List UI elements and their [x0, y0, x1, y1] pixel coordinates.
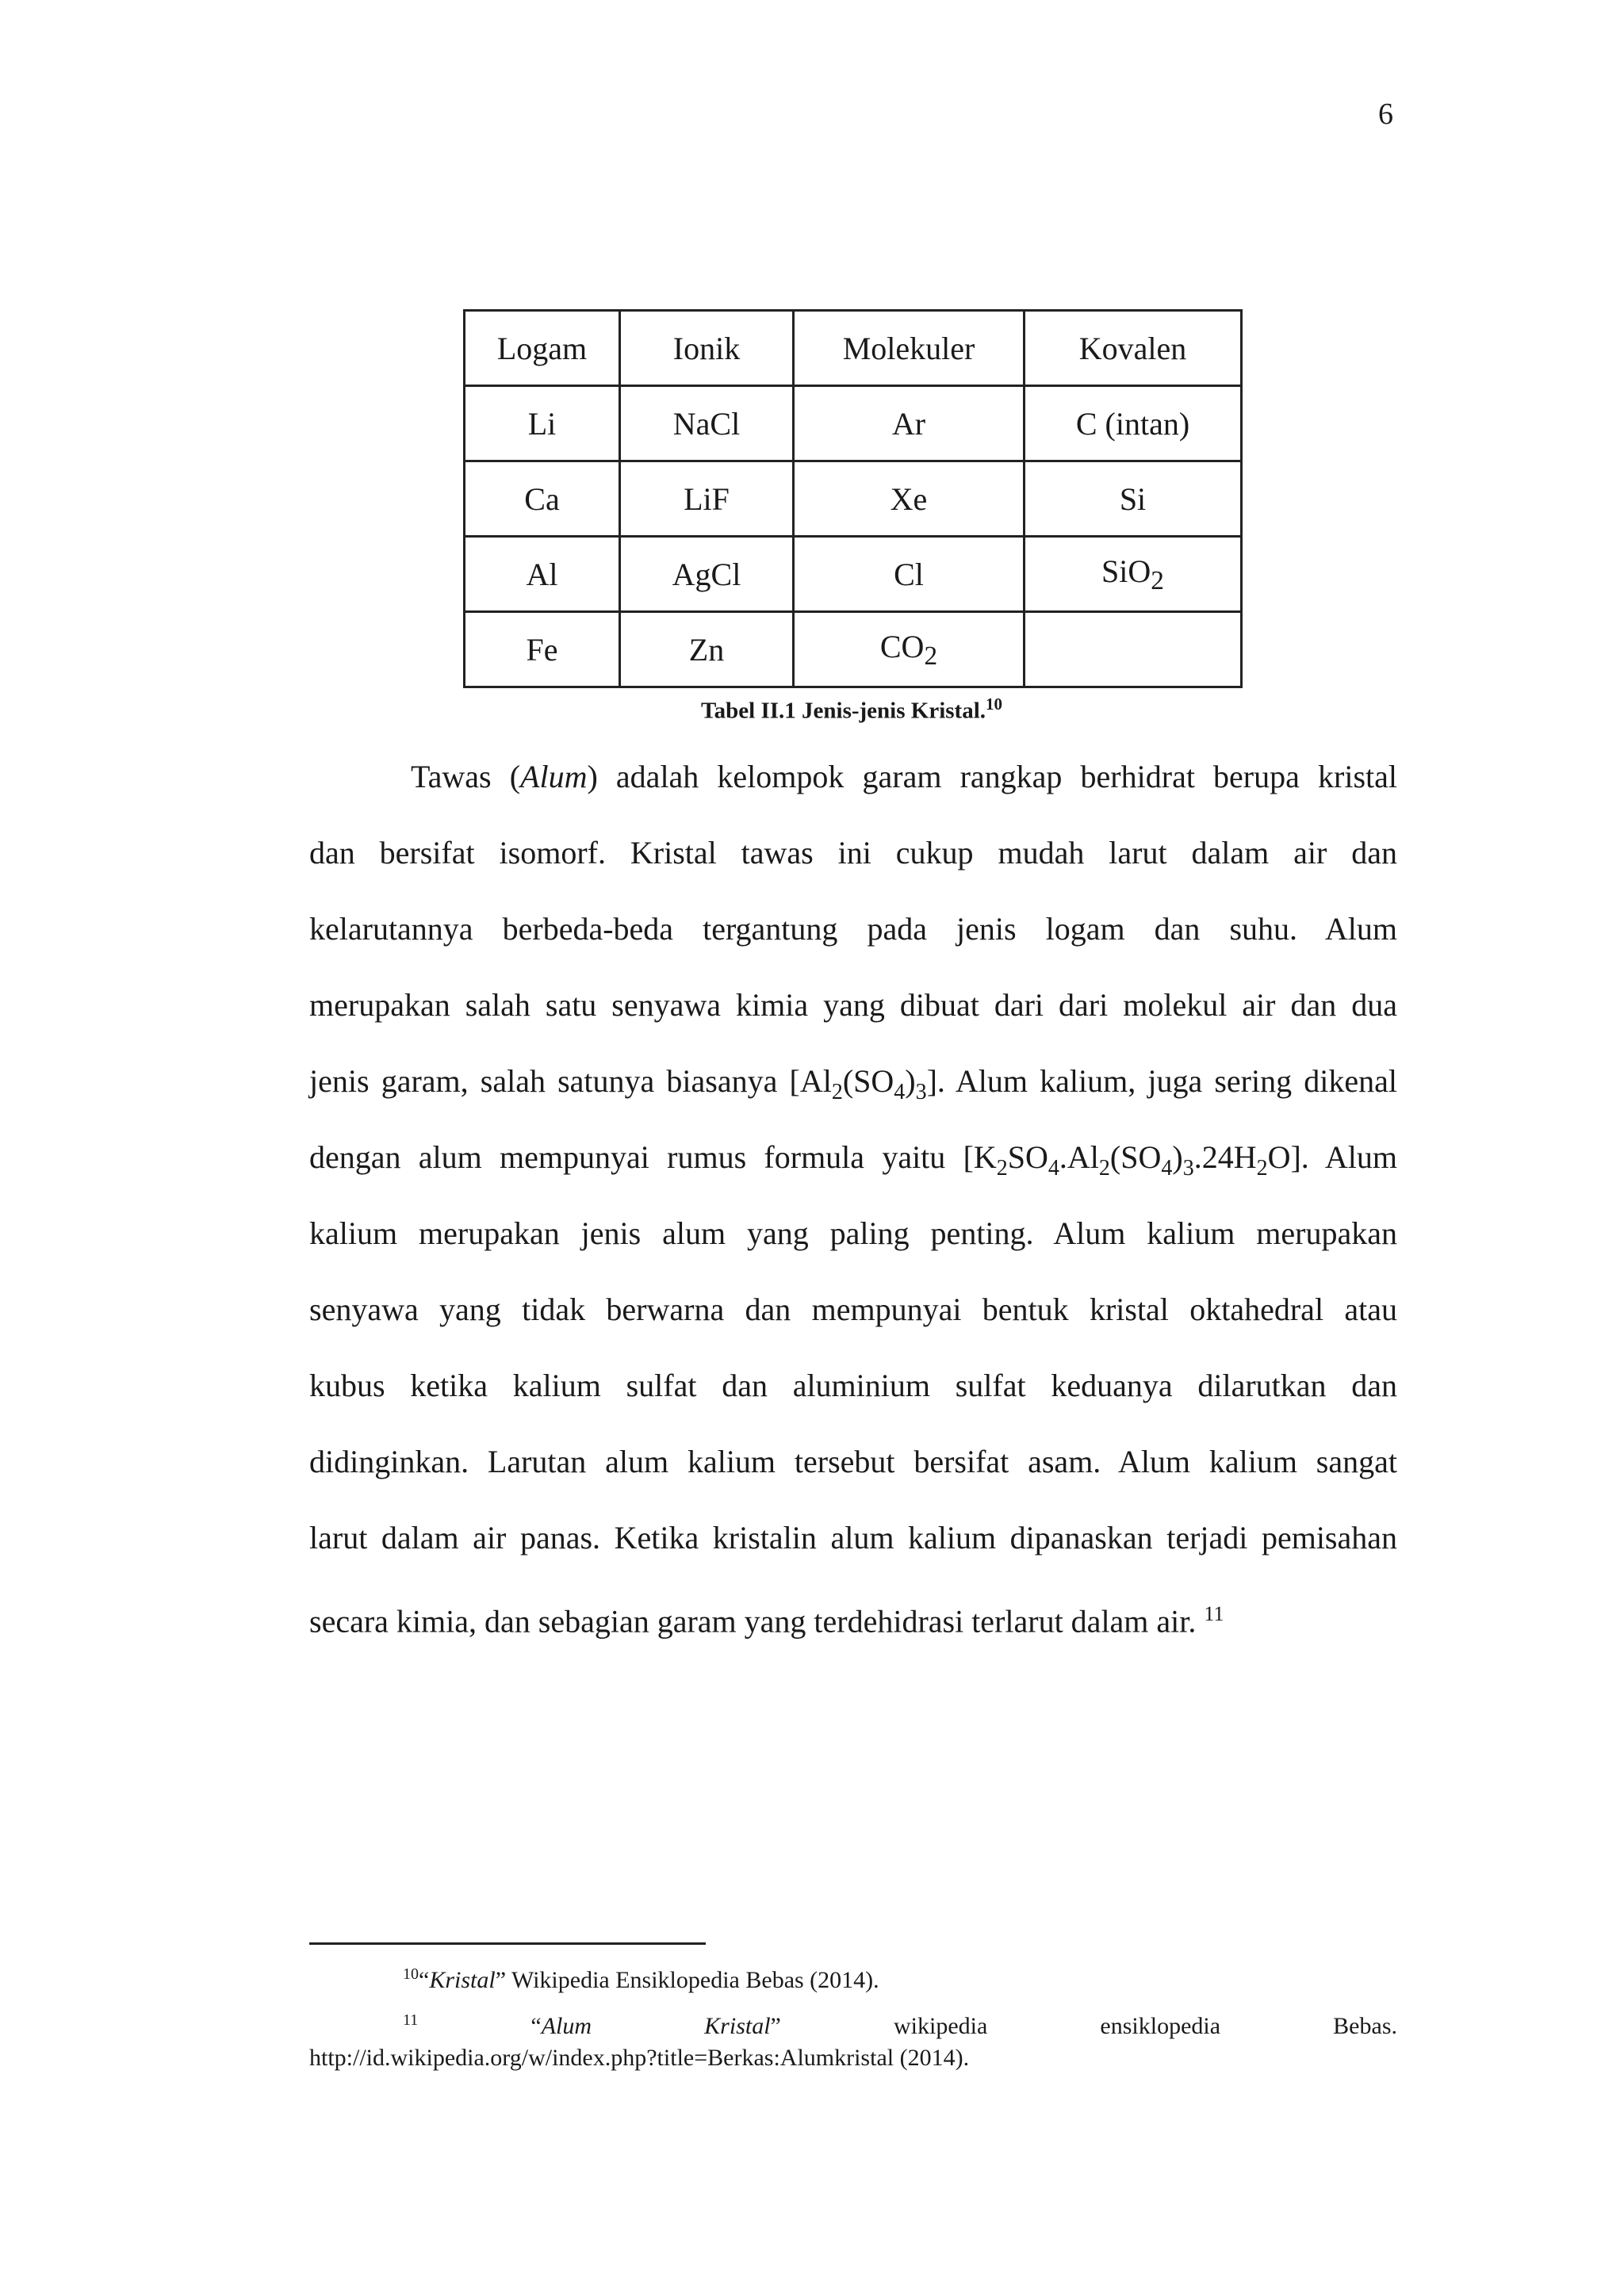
table-cell: LiF	[620, 461, 794, 537]
table-cell	[1025, 612, 1242, 687]
text-run: ]. Alum kalium, juga sering dikenal	[926, 1063, 1397, 1099]
table-cell	[1025, 537, 1242, 612]
text-run: )	[1172, 1139, 1183, 1175]
paragraph-line: kalium merupakan jenis alum yang paling penting. Alum kalium merupakan	[309, 1215, 1397, 1251]
text-run: .24H	[1193, 1139, 1257, 1175]
table-cell: NaCl	[620, 386, 794, 461]
subscript: 2	[1098, 1156, 1110, 1181]
table-cell: Ar	[794, 386, 1025, 461]
paragraph-line: larut dalam air panas. Ketika kristalin alum kalium dipanaskan terjadi pemisahan	[309, 1520, 1397, 1556]
footnote-11	[309, 2004, 1397, 2042]
table-cell: Zn	[620, 612, 794, 687]
table-cell: C (intan)	[1025, 386, 1242, 461]
paragraph-line: didinginkan. Larutan alum kalium tersebut bersifat asam. Alum kalium sangat	[309, 1444, 1397, 1479]
footnote-ref: 11	[1204, 1602, 1224, 1625]
table-row	[465, 612, 1242, 687]
text-run: (SO	[1109, 1139, 1162, 1175]
text-run: .Al	[1059, 1139, 1099, 1175]
footnote-url: http://id.wikipedia.org/w/index.php?title=Berkas:Alumkristal (2014).	[309, 2045, 970, 2071]
italic-text: Alum	[520, 759, 588, 794]
text-run: )	[905, 1063, 916, 1099]
table-cell: Li	[465, 386, 620, 461]
subscript: 2	[831, 1080, 843, 1104]
table-header-cell: Kovalen	[1025, 311, 1242, 386]
text-run: jenis garam, salah satunya biasanya [Al	[309, 1063, 832, 1099]
text-run: “	[419, 1967, 430, 1993]
table-cell: Ca	[465, 461, 620, 537]
footnote-line	[309, 2004, 1397, 2042]
text-run: ” wikipedia ensiklopedia Bebas.	[770, 2013, 1397, 2039]
table-caption	[463, 695, 1240, 725]
table-row	[465, 386, 1242, 461]
italic-text: Kristal	[429, 1967, 496, 1993]
caption-text: Tabel II.1 Jenis-jenis Kristal.	[700, 698, 986, 724]
crystal-types-table	[463, 309, 1243, 688]
footnote-ref: 10	[986, 695, 1003, 714]
paragraph-line	[309, 1589, 1397, 1665]
italic-text: Alum Kristal	[541, 2013, 771, 2039]
text-run: (SO	[842, 1063, 894, 1099]
footnotes	[309, 1958, 1397, 2074]
text-run: “	[418, 2013, 542, 2039]
table-cell	[794, 612, 1025, 687]
text-run: O]. Alum	[1267, 1139, 1397, 1175]
paragraph-line: dan bersifat isomorf. Kristal tawas ini cukup mudah larut dalam air dan	[309, 835, 1397, 871]
subscript: 2	[1151, 565, 1164, 595]
subscript: 3	[915, 1080, 927, 1104]
subscript: 4	[1161, 1156, 1173, 1181]
subscript: 2	[924, 641, 938, 671]
formula-text: CO	[879, 628, 925, 664]
subscript: 2	[996, 1156, 1008, 1181]
footnote-number: 11	[403, 2011, 419, 2029]
table-cell: Cl	[794, 537, 1025, 612]
table-cell: Al	[465, 537, 620, 612]
footnote-number: 10	[403, 1965, 419, 1983]
paragraph-line: kubus ketika kalium sulfat dan aluminium sulfat keduanya dilarutkan dan	[309, 1368, 1397, 1403]
paragraph-line	[309, 752, 1397, 828]
paragraph-line	[309, 1056, 1397, 1132]
paragraph-line: merupakan salah satu senyawa kimia yang dibuat dari dari molekul air dan dua	[309, 987, 1397, 1023]
text-run: Tawas (	[411, 759, 521, 794]
table-header-row	[465, 311, 1242, 386]
subscript: 4	[1048, 1156, 1059, 1181]
table-header-cell: Ionik	[620, 311, 794, 386]
text-run: ” Wikipedia Ensiklopedia Bebas (2014).	[495, 1967, 879, 1993]
table-header-cell: Molekuler	[794, 311, 1025, 386]
table-row	[465, 461, 1242, 537]
text-run: ) adalah kelompok garam rangkap berhidrat berupa kristal	[587, 759, 1397, 794]
table-cell: AgCl	[620, 537, 794, 612]
table-cell: Fe	[465, 612, 620, 687]
subscript: 2	[1256, 1156, 1268, 1181]
footnote-10	[309, 1958, 1397, 1996]
paragraph-line: kelarutannya berbeda-beda tergantung pada jenis logam dan suhu. Alum	[309, 911, 1397, 947]
subscript: 3	[1182, 1156, 1194, 1181]
table-row	[465, 537, 1242, 612]
text-run: dengan alum mempunyai rumus formula yaitu [K	[309, 1139, 997, 1175]
formula-text: SiO	[1101, 553, 1151, 589]
page-number: 6	[1378, 98, 1393, 131]
paragraph-line: senyawa yang tidak berwarna dan mempunyai bentuk kristal oktahedral atau	[309, 1292, 1397, 1327]
text-run: SO	[1007, 1139, 1048, 1175]
paragraph-line	[309, 1132, 1397, 1208]
table-header-cell: Logam	[465, 311, 620, 386]
subscript: 4	[894, 1080, 906, 1104]
text-run: secara kimia, dan sebagian garam yang terdehidrasi terlarut dalam air.	[309, 1603, 1197, 1640]
footnote-separator	[309, 1942, 706, 1945]
table-cell: Xe	[794, 461, 1025, 537]
table-cell: Si	[1025, 461, 1242, 537]
body-paragraph	[309, 752, 1397, 1665]
